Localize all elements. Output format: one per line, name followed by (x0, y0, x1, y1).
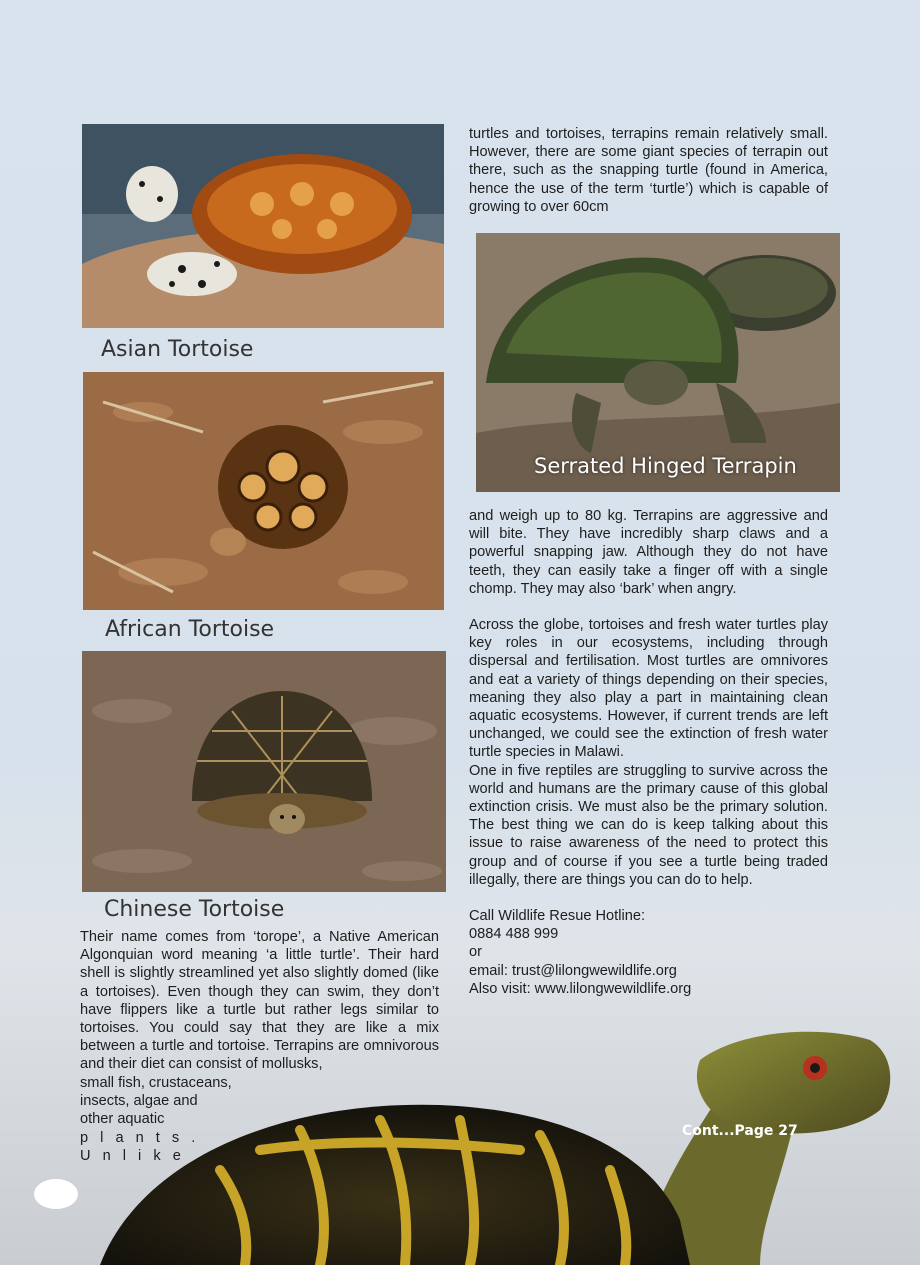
african-tortoise-caption: African Tortoise (105, 617, 275, 642)
left-column-text (80, 928, 439, 1074)
terrapin-caption: Serrated Hinged Terrapin (534, 454, 797, 478)
asian-tortoise-caption: Asian Tortoise (101, 337, 254, 362)
hotline-label: Call Wildlife Resue Hotline: (469, 908, 646, 925)
left-tail-line-3: other aquatic (80, 1111, 165, 1128)
contact-or: or (469, 944, 482, 961)
left-column-tail (80, 1074, 280, 1165)
page-number-oval (34, 1179, 78, 1209)
asian-tortoise-photo (82, 124, 444, 328)
chinese-tortoise-caption: Chinese Tortoise (104, 897, 285, 922)
right-para-4: One in five reptiles are struggling to survive across the world and humans are the primary cause of this global extinction crisis. We must also be the primary solution. The best thing we can do is keep talking about this issue to raise awareness of the need to protect this group and of course if you see a turtle being traded illegally, there are things you can do to help. (469, 762, 828, 888)
left-para: Their name comes from ‘torope’, a Native American Algonquian word meaning ‘a little turtle’. Their hard shell is slightly streamlined yet also slightly domed (like a tortoises). Even though they can swim, they don’t have flippers like a turtle but rather legs similar to tortoises. You could say that they are like a mix between a turtle and tortoise. Terrapins are omnivorous and their diet can consist of mollusks, (80, 929, 439, 1073)
contact-block (469, 907, 828, 998)
left-tail-line-5: U n l i k e (80, 1147, 185, 1164)
right-para-2: and weigh up to 80 kg. Terrapins are aggressive and will bite. They have incredibly sharp claws and a powerful snapping jaw. Although they do not have teeth, they can easily take a finger off with a single chomp. They may also ‘bark’ when angry. (469, 508, 828, 597)
african-tortoise-photo (83, 372, 444, 610)
left-tail-line-2: insects, algae and (80, 1093, 198, 1110)
right-column-bottom (469, 507, 828, 998)
right-para-3: Across the globe, tortoises and fresh water turtles play key roles in our ecosystems, including through dispersal and fertilisation. Most turtles are omnivores and eat a variety of things depending on their species, meaning they also play a part in maintaining clean aquatic ecosystems. However, if current trends are left unchanged, we could see the extinction of fresh water turtle species in Malawi. (469, 617, 828, 761)
right-column-top (469, 125, 828, 216)
chinese-tortoise-photo (82, 651, 446, 892)
continuation-link[interactable]: Cont...Page 27 (682, 1123, 798, 1139)
right-para-1: turtles and tortoises, terrapins remain relatively small. However, there are some giant species of terrapin out there, such as the snapping turtle (found in America, hence the use of the term ‘turtle’) which is capable of growing to over 60cm (469, 126, 828, 215)
left-tail-line-4: p l a n t s . (80, 1129, 200, 1146)
contact-email: email: trust@lilongwewildlife.org (469, 962, 677, 979)
hotline-number: 0884 488 999 (469, 926, 559, 943)
left-tail-line-1: small fish, crustaceans, (80, 1075, 232, 1091)
contact-website: Also visit: www.lilongwewildlife.org (469, 980, 692, 997)
serrated-hinged-terrapin-photo (476, 233, 840, 492)
